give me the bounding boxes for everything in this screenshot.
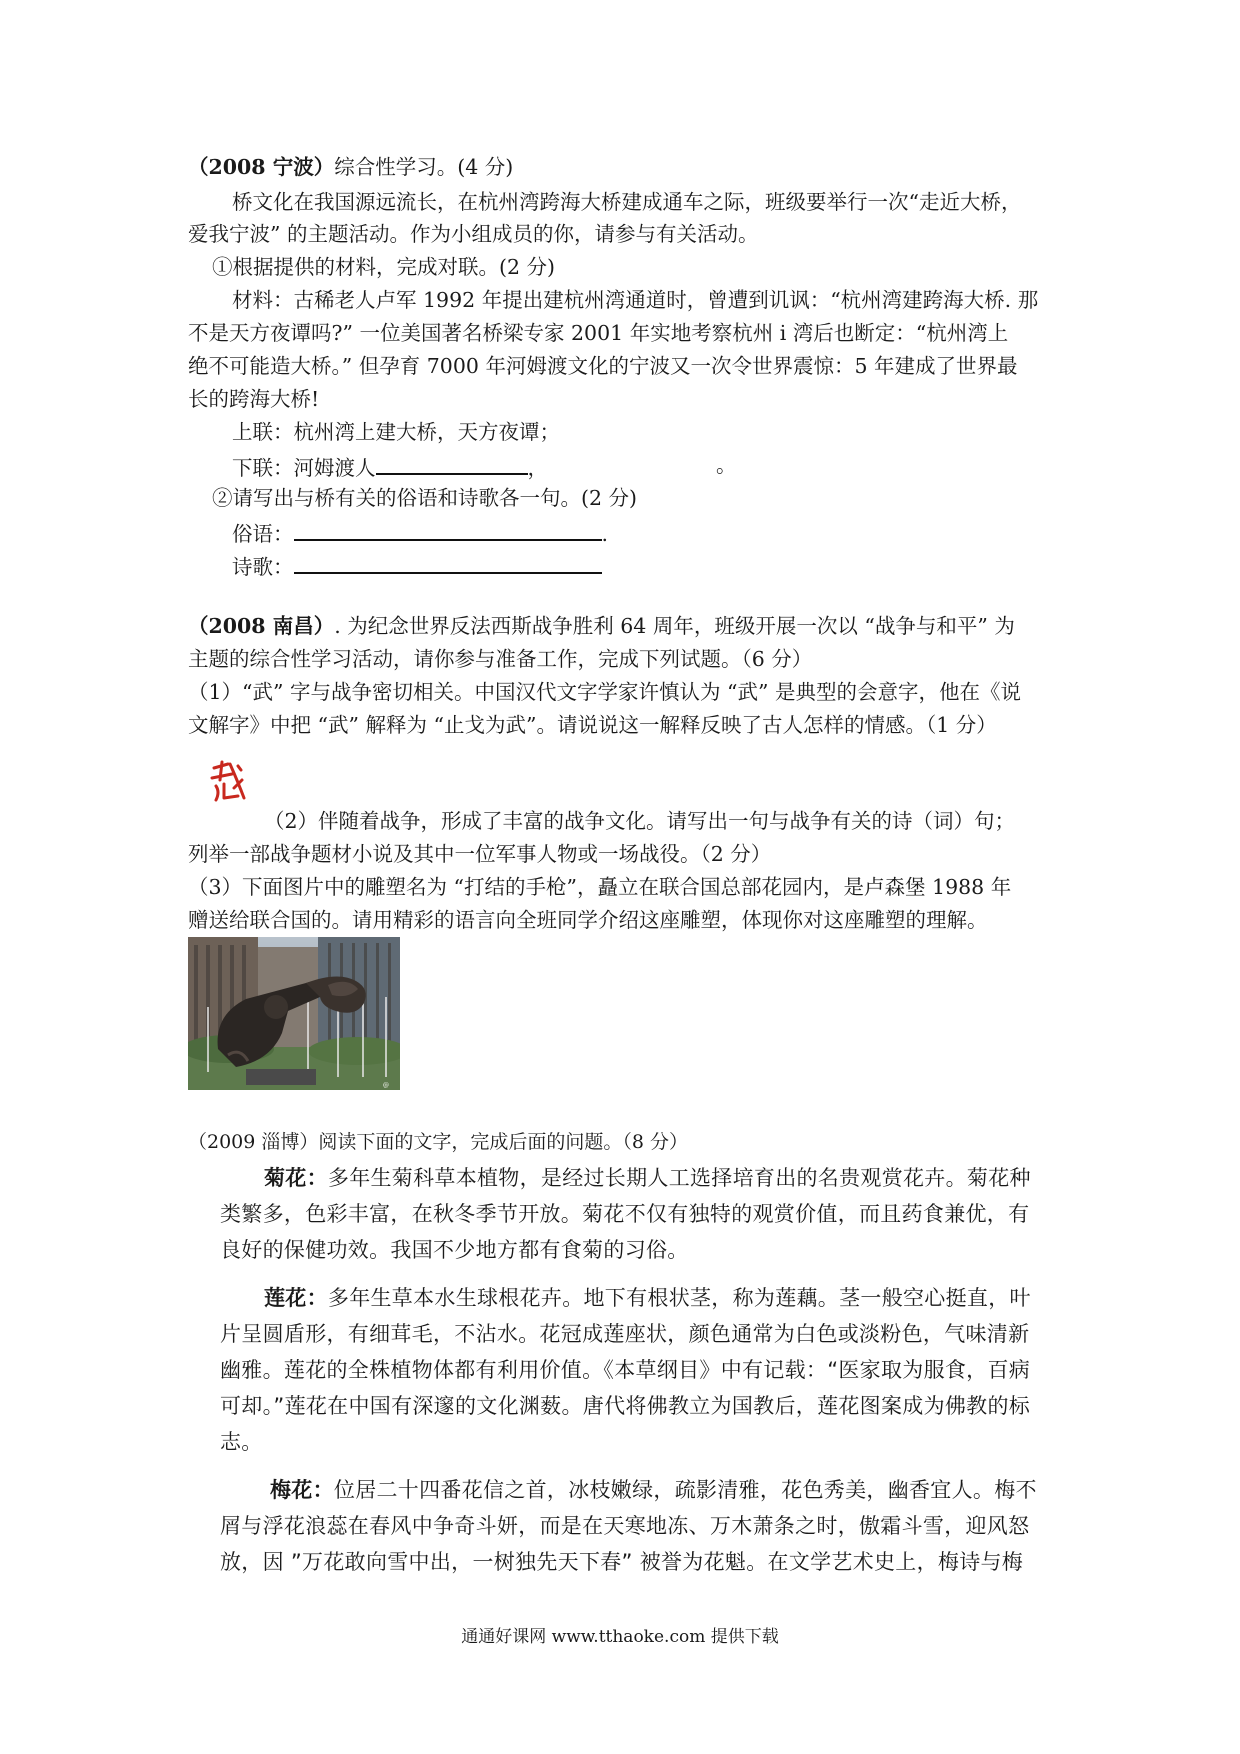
section1-intro-line1: 桥文化在我国源远流长，在杭州湾跨海大桥建成通车之际，班级要举行一次“走近大桥， xyxy=(232,190,1022,214)
section2-question1-line1: （1）“武” 字与战争密切相关。中国汉代文字学家许慎认为 “武” 是典型的会意字，他在《说 xyxy=(188,680,1022,704)
lian-title: 莲花： xyxy=(264,1286,328,1310)
poem-answer-blank[interactable] xyxy=(294,550,602,574)
paragraph-lian-line2: 片呈圆盾形，有细茸毛，不沾水。花冠成莲座状，颜色通常为白色或淡粉色，气味清新 xyxy=(220,1322,1030,1346)
wu-seal-character-icon xyxy=(208,758,248,806)
section3-heading: （2009 淄博）阅读下面的文字，完成后面的问题。（8 分） xyxy=(188,1131,689,1153)
paragraph-ju-line3: 良好的保健功效。我国不少地方都有食菊的习俗。 xyxy=(220,1238,689,1262)
section1-material-line2: 不是天方夜谭吗?” 一位美国著名桥梁专家 2001 年实地考察杭州 i 湾后也断定：“杭州湾上 xyxy=(188,321,1009,345)
poem-label: 诗歌： xyxy=(232,555,294,579)
ju-title: 菊花： xyxy=(264,1166,328,1190)
svg-text:@: @ xyxy=(383,1082,389,1089)
paragraph-mei-line2: 屑与浮花浪蕊在春风中争奇斗妍，而是在天寒地冻、万木萧条之时，傲霜斗雪，迎风怒 xyxy=(220,1514,1030,1538)
section1-question1: ①根据提供的材料，完成对联。(2 分) xyxy=(212,255,556,279)
section2-question3-line1: （3）下面图片中的雕塑名为 “打结的手枪”，矗立在联合国总部花园内，是卢森堡 1988 年 xyxy=(188,875,1012,899)
section2-question2-line2: 列举一部战争题材小说及其中一位军事人物或一场战役。（2 分） xyxy=(188,842,772,866)
paragraph-ju-line2: 类繁多，色彩丰富，在秋冬季节开放。菊花不仅有独特的观赏价值，而且药食兼优，有 xyxy=(220,1202,1030,1226)
paragraph-lian-line4: 可却。”莲花在中国有深邃的文化渊薮。唐代将佛教立为国教后，莲花图案成为佛教的标 xyxy=(220,1394,1031,1418)
couplet-lower-comma: ， xyxy=(527,456,548,480)
section1-material-line4: 长的跨海大桥! xyxy=(188,387,320,411)
section2-question3-line2: 赠送给联合国的。请用精彩的语言向全班同学介绍这座雕塑，体现你对这座雕塑的理解。 xyxy=(188,908,988,932)
proverb-label: 俗语： xyxy=(232,522,294,546)
couplet-lower-label: 下联：河姆渡人 xyxy=(232,456,376,480)
poem-line xyxy=(232,550,602,581)
paragraph-lian-line3: 幽雅。莲花的全株植物体都有利用价值。《本草纲目》中有记载：“医家取为服食，百病 xyxy=(220,1358,1031,1382)
mei-title: 梅花： xyxy=(270,1478,334,1502)
paragraph-mei-line3: 放，因 ”万花敢向雪中出，一树独先天下春” 被誉为花魁。在文学艺术史上，梅诗与梅 xyxy=(220,1550,1024,1574)
section1-material-line1: 材料：古稀老人卢军 1992 年提出建杭州湾通道时，曾遭到讥讽：“杭州湾建跨海大桥. 那 xyxy=(232,288,1039,312)
couplet-upper: 上联：杭州湾上建大桥，天方夜谭； xyxy=(232,420,560,444)
section1-question2: ②请写出与桥有关的俗语和诗歌各一句。(2 分) xyxy=(212,486,638,510)
paragraph-ju-line1: 菊花：多年生菊科草本植物，是经过长期人工选择培育出的名贵观赏花卉。菊花种 xyxy=(264,1166,1031,1190)
knotted-gun-sculpture-photo xyxy=(188,937,400,1090)
page-footer: 通通好课网 www.tthaoke.com 提供下载 xyxy=(461,1627,779,1647)
proverb-end: . xyxy=(601,522,609,546)
couplet-lower xyxy=(232,451,548,482)
section2-question2-line1: （2）伴随着战争，形成了丰富的战争文化。请写出一句与战争有关的诗（词）句； xyxy=(264,809,1016,833)
section1-heading: （2008 宁波）综合性学习。(4 分) xyxy=(188,155,514,179)
paragraph-lian-line5: 志。 xyxy=(220,1430,263,1454)
couplet-lower-end: 。 xyxy=(716,453,737,477)
section2-heading-line2: 主题的综合性学习活动，请你参与准备工作，完成下列试题。（6 分） xyxy=(188,647,813,671)
section2-question1-line2: 文解字》中把 “武” 解释为 “止戈为武”。请说说这一解释反映了古人怎样的情感。（1 分） xyxy=(188,713,997,737)
section1-material-line3: 绝不可能造大桥。” 但孕育 7000 年河姆渡文化的宁波又一次令世界震惊：5 年建成了世界最 xyxy=(188,354,1018,378)
section1-intro-line2: 爱我宁波” 的主题活动。作为小组成员的你，请参与有关活动。 xyxy=(188,222,759,246)
paragraph-lian-line1: 莲花：多年生草本水生球根花卉。地下有根状茎，称为莲藕。茎一般空心挺直，叶 xyxy=(264,1286,1031,1310)
proverb-answer-blank[interactable] xyxy=(294,517,602,541)
section2-heading: （2008 南昌）. 为纪念世界反法西斯战争胜利 64 周年，班级开展一次以 “战争与和平” 为 xyxy=(188,614,1015,638)
proverb-line xyxy=(232,517,608,548)
paragraph-mei-line1: 梅花：位居二十四番花信之首，冰枝嫩绿，疏影清雅，花色秀美，幽香宜人。梅不 xyxy=(270,1478,1037,1502)
couplet-answer-blank[interactable] xyxy=(376,451,528,475)
